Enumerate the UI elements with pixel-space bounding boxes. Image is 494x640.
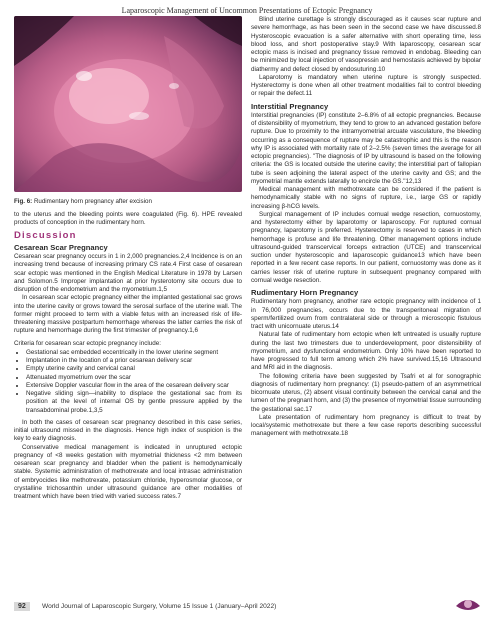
surgical-photo <box>14 16 242 192</box>
publisher-logo-icon <box>454 592 482 614</box>
paragraph: In both the cases of cesarean scar pregnancy described in this case series, initial ultrasound missed in the diagnosis. Hence high index of suspicion is the key to early diagnosis. <box>14 418 242 443</box>
list-item: • Negative sliding sign—inability to displace the gestational sac from its position at the level of internal OS by gentle pressure applied by the transabdominal probe.1,3,5 <box>26 390 242 415</box>
journal-citation: World Journal of Laparoscopic Surgery, Volume 15 Issue 1 (January–April 2022) <box>42 603 277 610</box>
paragraph: Rudimentary horn pregnancy, another rare ectopic pregnancy with incidence of 1 in 76,000 pregnancies, occurs due to the transperitoneal migration of sperm/fertilized ovum from contralateral side or through a microscopic fistulous tract with unicornuate uterus.14 <box>251 298 481 330</box>
list-item: • Gestational sac embedded eccentrically in the lower uterine segment <box>26 349 242 357</box>
paragraph: Natural fate of rudimentary horn ectopic when left untreated is usually rupture during the last two trimesters due to underdevelopment, poor distensibility of myometrium, and dysfunctional endometrium. Only 10% have been reported to have progressed to full term among which 2% have survived.15,16 Ultrasound and MRI aid in the diagnosis. <box>251 331 481 372</box>
subsection-heading: Cesarean Scar Pregnancy <box>14 242 108 252</box>
paragraph: The following criteria have been suggested by Tsafri et al for sonographic diagnosis of rudimentary horn pregnancy: (1) pseudo-pattern of an asymmetrical bicornuate uterus, (2) absent visual continuity between the cervical canal and the lumen of the pregnant horn, and (3) the presence of myometrial tissue surrounding the gestational sac.17 <box>251 372 481 413</box>
paragraph: Criteria for cesarean scar ectopic pregnancy include: <box>14 339 161 347</box>
right-column <box>251 16 481 439</box>
paragraph: Medical management with methotrexate can be considered if the patient is hemodynamically stable with no signs of rupture, i.e., large GS or rapidly increasing β-hCG levels. <box>251 186 481 210</box>
paragraph: to the uterus and the bleeding points were coagulated (Fig. 6). HPE revealed products of conception in the rudimentary horn. <box>14 211 242 227</box>
figure-caption <box>14 198 242 206</box>
paragraph: Laparotomy is mandatory when uterine rupture is strongly suspected. Hysterectomy is done when all other treatment modalities fail to control bleeding or repair the defect.11 <box>251 73 481 98</box>
caption-label: Fig. 6: <box>14 198 33 205</box>
list-item: • Implantation in the location of a prior cesarean delivery scar <box>26 357 242 365</box>
criteria-list <box>14 349 242 415</box>
list-item: • Attenuated myometrium over the scar <box>26 374 242 382</box>
list-item: • Empty uterine cavity and cervical canal <box>26 365 242 373</box>
running-header: Laparoscopic Management of Uncommon Presentations of Ectopic Pregnancy <box>121 6 373 15</box>
subsection-heading: Rudimentary Horn Pregnancy <box>251 288 359 297</box>
paragraph: Surgical management of IP includes cornual wedge resection, cornuostomy, and hysterectomy either by laparotomy or laparoscopy. For ruptured cornual pregnancy, laparotomy is preferred. Hysterectomy is reserved to cases in which hemorrhage is profuse and life threatening. Other management options include ultrasound-guided transcervical forceps extraction (UTCE) and transcervical suction under hysteroscopic and laparoscopic guidance13 which have been reported in a few recent case reports. In our patient, cornuostomy was done as it carries lesser risk of uterine rupture in subsequent pregnancy compared with cornual wedge resection. <box>251 210 481 284</box>
section-heading: Discussion <box>14 229 77 241</box>
paragraph: Interstitial pregnancies (IP) constitute 2–6.8% of all ectopic pregnancies. Because of distensibility of myometrium, they tend to grow to an advanced gestation before rupture. Due to proximity to the intramyometrial arcuate vasculature, the bleeding occurring as a consequence of rupture may be catastrophic and this is the reason why IP is associated with mortality rate of 2–2.5% (seven times the average for all ectopic pregnancies). "The diagnosis of IP by ultrasound is based on the following criteria: the GS is located outside the uterine cavity; the interstitial part of fallopian tube is seen adjoining the lateral aspect of the uterine cavity and GS; and the myometrial mantle extends laterally to encircle the GS."12,13 <box>251 111 481 185</box>
left-column <box>14 16 242 501</box>
list-item: • Extensive Doppler vascular flow in the area of the cesarean delivery scar <box>26 382 242 390</box>
page-number: 92 <box>14 602 30 611</box>
page-footer <box>14 602 480 614</box>
paragraph: Blind uterine curettage is strongly discouraged as it causes scar rupture and severe hemorrhage, as has been seen in the second case we have discussed.8 Hysteroscopic evacuation is a safer alternative with short operating time, less blood loss, and short postoperative stay.9 With laparoscopy, cesarean scar ectopic mass is incised and pregnancy tissue removed in endobag. Bleeding can be minimized by local injection of vasopressin and hemostasis achieved by bipolar diathermy and defect closed by endosuturing.10 <box>251 16 481 73</box>
paragraph: Conservative medical management is indicated in unruptured ectopic pregnancy of <8 weeks gestation with myometrial thickness <2 mm between cesarean scar pregnancy and bladder when the patient is hemodynamically stable. Systemic administration of methotrexate and local intrasac administration of embryocides like methotrexate, potassium chloride, hyperosmolar glucose, or crystalline trichosanthin under ultrasound guidance are other modalities of treatment which have been tried with varied success rates.7 <box>14 443 242 500</box>
paragraph: Late presentation of rudimentary horn pregnancy is difficult to treat by local/systemic methotrexate but there a few case reports describing successful management with methotrexate.18 <box>251 413 481 438</box>
paragraph: In cesarean scar ectopic pregnancy either the implanted gestational sac grows into the uterine cavity or grows toward the serosal surface of the uterine wall. The former might proceed to term with a viable fetus with an increased risk of life-threatening massive postpartum hemorrhage whereas the latter carries the risk of rupture and hemorrhage during the first trimester of pregnancy.1,6 <box>14 294 242 335</box>
paragraph: Cesarean scar pregnancy occurs in 1 in 2,000 pregnancies.2,4 Incidence is on an increasing trend because of increasing primary CS rate.4 First case of cesarean scar ectopic was mentioned in the English Medical Literature in 1978 by Larsen and Solomon.5 Improper implantation at prior hysterotomy site occurs due to disruption of the endometrium and the myometrium.1,5 <box>14 253 242 293</box>
subsection-heading: Interstitial Pregnancy <box>251 101 329 111</box>
caption-text: Rudimentary horn pregnancy after excision <box>32 198 152 205</box>
